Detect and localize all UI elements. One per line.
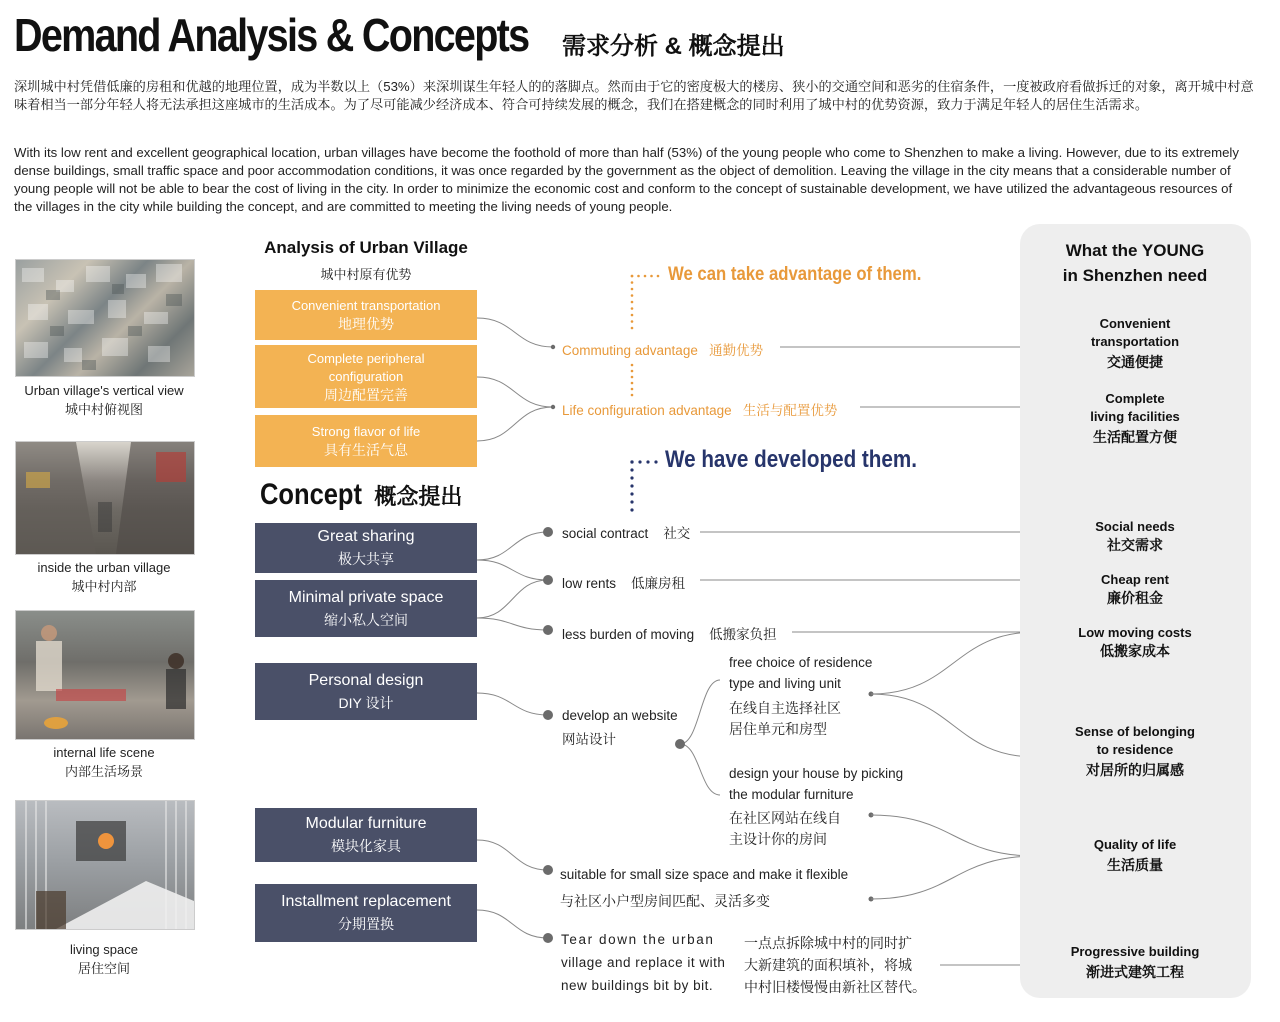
tear-down-zh1: 一点点拆除城中村的同时扩: [744, 935, 912, 951]
connector-line: [477, 840, 548, 870]
tear-down-en3: new buildings bit by bit.: [561, 978, 714, 993]
node-dot: [543, 710, 553, 720]
need-sense-of-belonging: [1030, 723, 1240, 779]
analysis-item-transportation: [255, 290, 477, 340]
connector-line: [680, 680, 720, 744]
need-transportation: [1030, 315, 1240, 371]
concept-item-label-zh: 缩小私人空间: [324, 611, 408, 628]
dotted-marker: [638, 460, 641, 463]
analysis-item-configuration: [255, 345, 477, 408]
dotted-marker: [631, 281, 634, 284]
less-burden-en: less burden of moving: [562, 627, 695, 642]
free-choice-label: [729, 652, 872, 740]
commuting-advantage-label: [562, 339, 763, 359]
need-label-line2: to residence: [1096, 742, 1174, 757]
social-en: social contract: [562, 526, 649, 541]
connector-line: [477, 560, 548, 580]
need-label: Progressive building: [1070, 944, 1200, 959]
small-space-zh: 与社区小户型房间匹配、灵活多变: [560, 893, 770, 909]
less-burden-zh: 低搬家负担: [709, 627, 777, 642]
design-house-zh2: 主设计你的房间: [729, 831, 827, 847]
design-house-label: [729, 763, 903, 850]
low-rents-zh: 低廉房租: [631, 576, 686, 591]
developed-heading: We have developed them.: [665, 446, 917, 473]
social-zh: 社交: [663, 526, 691, 541]
dotted-marker: [631, 301, 634, 304]
commuting-en: Commuting advantage: [562, 343, 698, 358]
connector-line: [871, 856, 1036, 899]
analysis-item-label-zh: 具有生活气息: [324, 442, 408, 458]
dotted-marker: [630, 468, 633, 471]
connector-line: [477, 580, 548, 618]
dotted-marker: [631, 320, 634, 323]
analysis-item-label: Convenient transportation: [291, 298, 441, 313]
concept-item-label-zh: 分期置换: [338, 916, 394, 932]
intro-paragraph-en: With its low rent and excellent geographical location, urban villages have become the foothold of more than half (53%) of the young people who come to Shenzhen to make a living. However, due to its extremely dense buildings, small traffic space and poor accommodation conditions, it was once regarded by the government as the object of demolition. Leaving the village in the city means that a considerable number of young people will not be able to bear the cost of living in the city. In order to minimize the economic cost and conform to the concept of sustainable development, we have utilized the advantageous resources of the villages in the city while building the concept, and are committed to meeting the living needs of young people.: [14, 145, 1239, 214]
analysis-title-zh: 城中村原有优势: [320, 267, 412, 282]
node-dot: [543, 625, 553, 635]
need-living-facilities: [1030, 390, 1240, 446]
analysis-item-flavor: [255, 415, 477, 467]
need-label-zh: 渐进式建筑工程: [1086, 964, 1184, 980]
need-label: Social needs: [1095, 519, 1175, 534]
need-low-moving-costs: [1030, 624, 1240, 660]
take-advantage-heading: We can take advantage of them.: [668, 264, 922, 285]
node-dot: [543, 933, 553, 943]
connector-line: [477, 377, 553, 407]
connector-line: [680, 744, 720, 795]
need-label-zh: 对居所的归属感: [1086, 762, 1184, 778]
life-config-en: Life configuration advantage: [562, 403, 732, 418]
free-choice-en1: free choice of residence: [729, 655, 873, 670]
design-house-zh1: 在社区网站在线自: [729, 810, 841, 826]
social-contract-label: [562, 522, 690, 542]
website-zh: 网站设计: [562, 732, 616, 747]
concept-item-label: Installment replacement: [281, 893, 451, 910]
need-label: Complete: [1105, 391, 1165, 406]
need-label: Low moving costs: [1078, 625, 1192, 640]
need-label-zh: 生活质量: [1107, 857, 1163, 873]
node-dot: [543, 575, 553, 585]
needs-title: [1030, 238, 1240, 288]
dotted-marker: [630, 476, 633, 479]
photo-caption-zh: 城中村内部: [71, 579, 137, 594]
analysis-title: Analysis of Urban Village: [264, 238, 468, 257]
need-label-zh: 交通便捷: [1107, 354, 1163, 370]
page-title: Demand Analysis & Concepts: [14, 9, 529, 61]
concept-item-modular-furniture: [255, 808, 477, 862]
tear-down-label-zh: [744, 932, 926, 998]
concept-item-label-zh: DIY 设计: [338, 694, 394, 711]
concept-item-label-zh: 模块化家具: [331, 838, 401, 854]
need-label-zh: 低搬家成本: [1100, 643, 1170, 659]
node-dot: [543, 527, 553, 537]
connector-line: [477, 618, 548, 630]
node-dot: [551, 405, 555, 409]
needs-title-line2: in Shenzhen need: [1062, 266, 1208, 285]
concept-item-personal-design: [255, 663, 477, 720]
photo-caption-zh: 城中村俯视图: [64, 402, 143, 417]
dotted-marker: [646, 460, 649, 463]
dotted-marker: [631, 382, 634, 385]
connector-line: [871, 632, 1036, 694]
dotted-marker: [630, 484, 633, 487]
tear-down-label-en: [561, 928, 725, 997]
need-progressive-building: [1030, 943, 1240, 981]
node-dot: [543, 865, 553, 875]
dotted-marker: [631, 275, 634, 278]
life-config-advantage-label: [562, 399, 837, 419]
connector-line: [477, 532, 548, 560]
analysis-item-label-zh: 周边配置完善: [324, 386, 408, 403]
node-dot: [551, 345, 555, 349]
dotted-marker: [631, 370, 634, 373]
dotted-marker: [630, 460, 633, 463]
need-label-line2: living facilities: [1090, 409, 1180, 424]
small-space-label: [560, 862, 848, 914]
intro-paragraph-cn: 深圳城中村凭借低廉的房租和优越的地理位置，成为半数以上（53%）来深圳谋生年轻人的的落脚点。然而由于它的密度极大的楼房、狭小的交通空间和恶劣的住宿条件，一度被政府看做拆迁的对象，离开城中村意味着相当一部分年轻人将无法承担这座城市的生活成本。为了尽可能减少经济成本、符合可持续发展的概念，我们在搭建概念的同时利用了城中村的优势资源，致力于满足年轻人的居住生活需求。: [14, 79, 1254, 112]
dotted-marker: [630, 492, 633, 495]
concept-item-label: Great sharing: [317, 528, 415, 545]
dotted-marker: [630, 500, 633, 503]
tear-down-en1: Tear down the urban: [561, 932, 715, 947]
dotted-marker: [631, 294, 634, 297]
analysis-item-label: Complete peripheral configuration: [307, 350, 425, 384]
small-space-en: suitable for small size space and make it flexible: [560, 867, 849, 882]
dotted-marker: [631, 314, 634, 317]
need-cheap-rent: [1030, 571, 1240, 607]
analysis-item-label: Strong flavor of life: [311, 424, 421, 439]
photo-caption-en: internal life scene: [53, 745, 155, 760]
concept-item-label: Personal design: [308, 671, 424, 689]
dotted-marker: [631, 376, 634, 379]
page-subtitle: 需求分析 & 概念提出: [562, 33, 785, 60]
concept-title: [260, 478, 462, 512]
photo-caption-zh: 居住空间: [77, 961, 130, 976]
website-label: [562, 705, 678, 751]
design-house-en2: the modular furniture: [729, 787, 854, 802]
website-en: develop an website: [562, 708, 678, 723]
connector-line: [477, 318, 553, 347]
dotted-marker: [631, 394, 634, 397]
need-label-zh: 廉价租金: [1107, 590, 1163, 606]
need-label: Cheap rent: [1101, 572, 1169, 587]
dotted-marker: [630, 508, 633, 511]
needs-title-line1: What the YOUNG: [1065, 241, 1205, 260]
need-label-zh: 生活配置方便: [1093, 429, 1177, 445]
need-label-line2: transportation: [1090, 334, 1180, 349]
commuting-zh: 通勤优势: [709, 343, 764, 358]
connector-line: [477, 910, 548, 938]
low-rents-label: [562, 572, 685, 592]
free-choice-zh2: 居住单元和房型: [729, 721, 827, 737]
concept-item-label: Minimal private space: [288, 588, 444, 606]
dotted-marker: [654, 460, 657, 463]
tear-down-zh2: 大新建筑的面积填补，将城: [744, 957, 912, 973]
dotted-marker: [631, 388, 634, 391]
concept-item-sharing: [255, 523, 477, 573]
photo-caption-zh: 内部生活场景: [64, 764, 143, 779]
low-rents-en: low rents: [562, 576, 617, 591]
analysis-item-label-zh: 地理优势: [338, 316, 394, 332]
need-label: Quality of life: [1093, 837, 1177, 852]
need-social: [1030, 518, 1240, 554]
photo-caption-en: living space: [70, 942, 138, 957]
design-house-en1: design your house by picking: [729, 766, 904, 781]
dotted-marker: [631, 327, 634, 330]
dotted-marker: [637, 275, 640, 278]
need-label: Sense of belonging: [1075, 724, 1195, 739]
connector-line: [477, 693, 548, 715]
dotted-marker: [644, 275, 647, 278]
connector-line: [477, 407, 553, 441]
life-config-zh: 生活与配置优势: [742, 403, 838, 418]
dotted-marker: [631, 288, 634, 291]
dotted-marker: [631, 307, 634, 310]
free-choice-en2: type and living unit: [729, 676, 841, 691]
concept-title-en: Concept: [260, 478, 362, 511]
dotted-marker: [631, 364, 634, 367]
dotted-marker: [650, 275, 653, 278]
need-label-zh: 社交需求: [1107, 537, 1163, 553]
less-burden-label: [562, 623, 777, 643]
concept-item-private-space: [255, 580, 477, 637]
concept-title-zh: 概念提出: [374, 484, 463, 509]
connector-line: [871, 694, 1036, 757]
need-label: Convenient: [1099, 316, 1171, 331]
tear-down-en2: village and replace it with: [561, 955, 726, 970]
concept-item-label-zh: 极大共享: [338, 551, 394, 567]
concept-item-installment: [255, 884, 477, 942]
tear-down-zh3: 中村旧楼慢慢由新社区替代。: [744, 979, 926, 995]
dotted-marker: [657, 275, 660, 278]
need-quality-of-life: [1030, 836, 1240, 874]
photo-caption-en: Urban village's vertical view: [24, 383, 184, 398]
photo-caption-en: inside the urban village: [37, 560, 171, 575]
concept-item-label: Modular furniture: [305, 815, 427, 832]
free-choice-zh1: 在线自主选择社区: [729, 700, 841, 716]
